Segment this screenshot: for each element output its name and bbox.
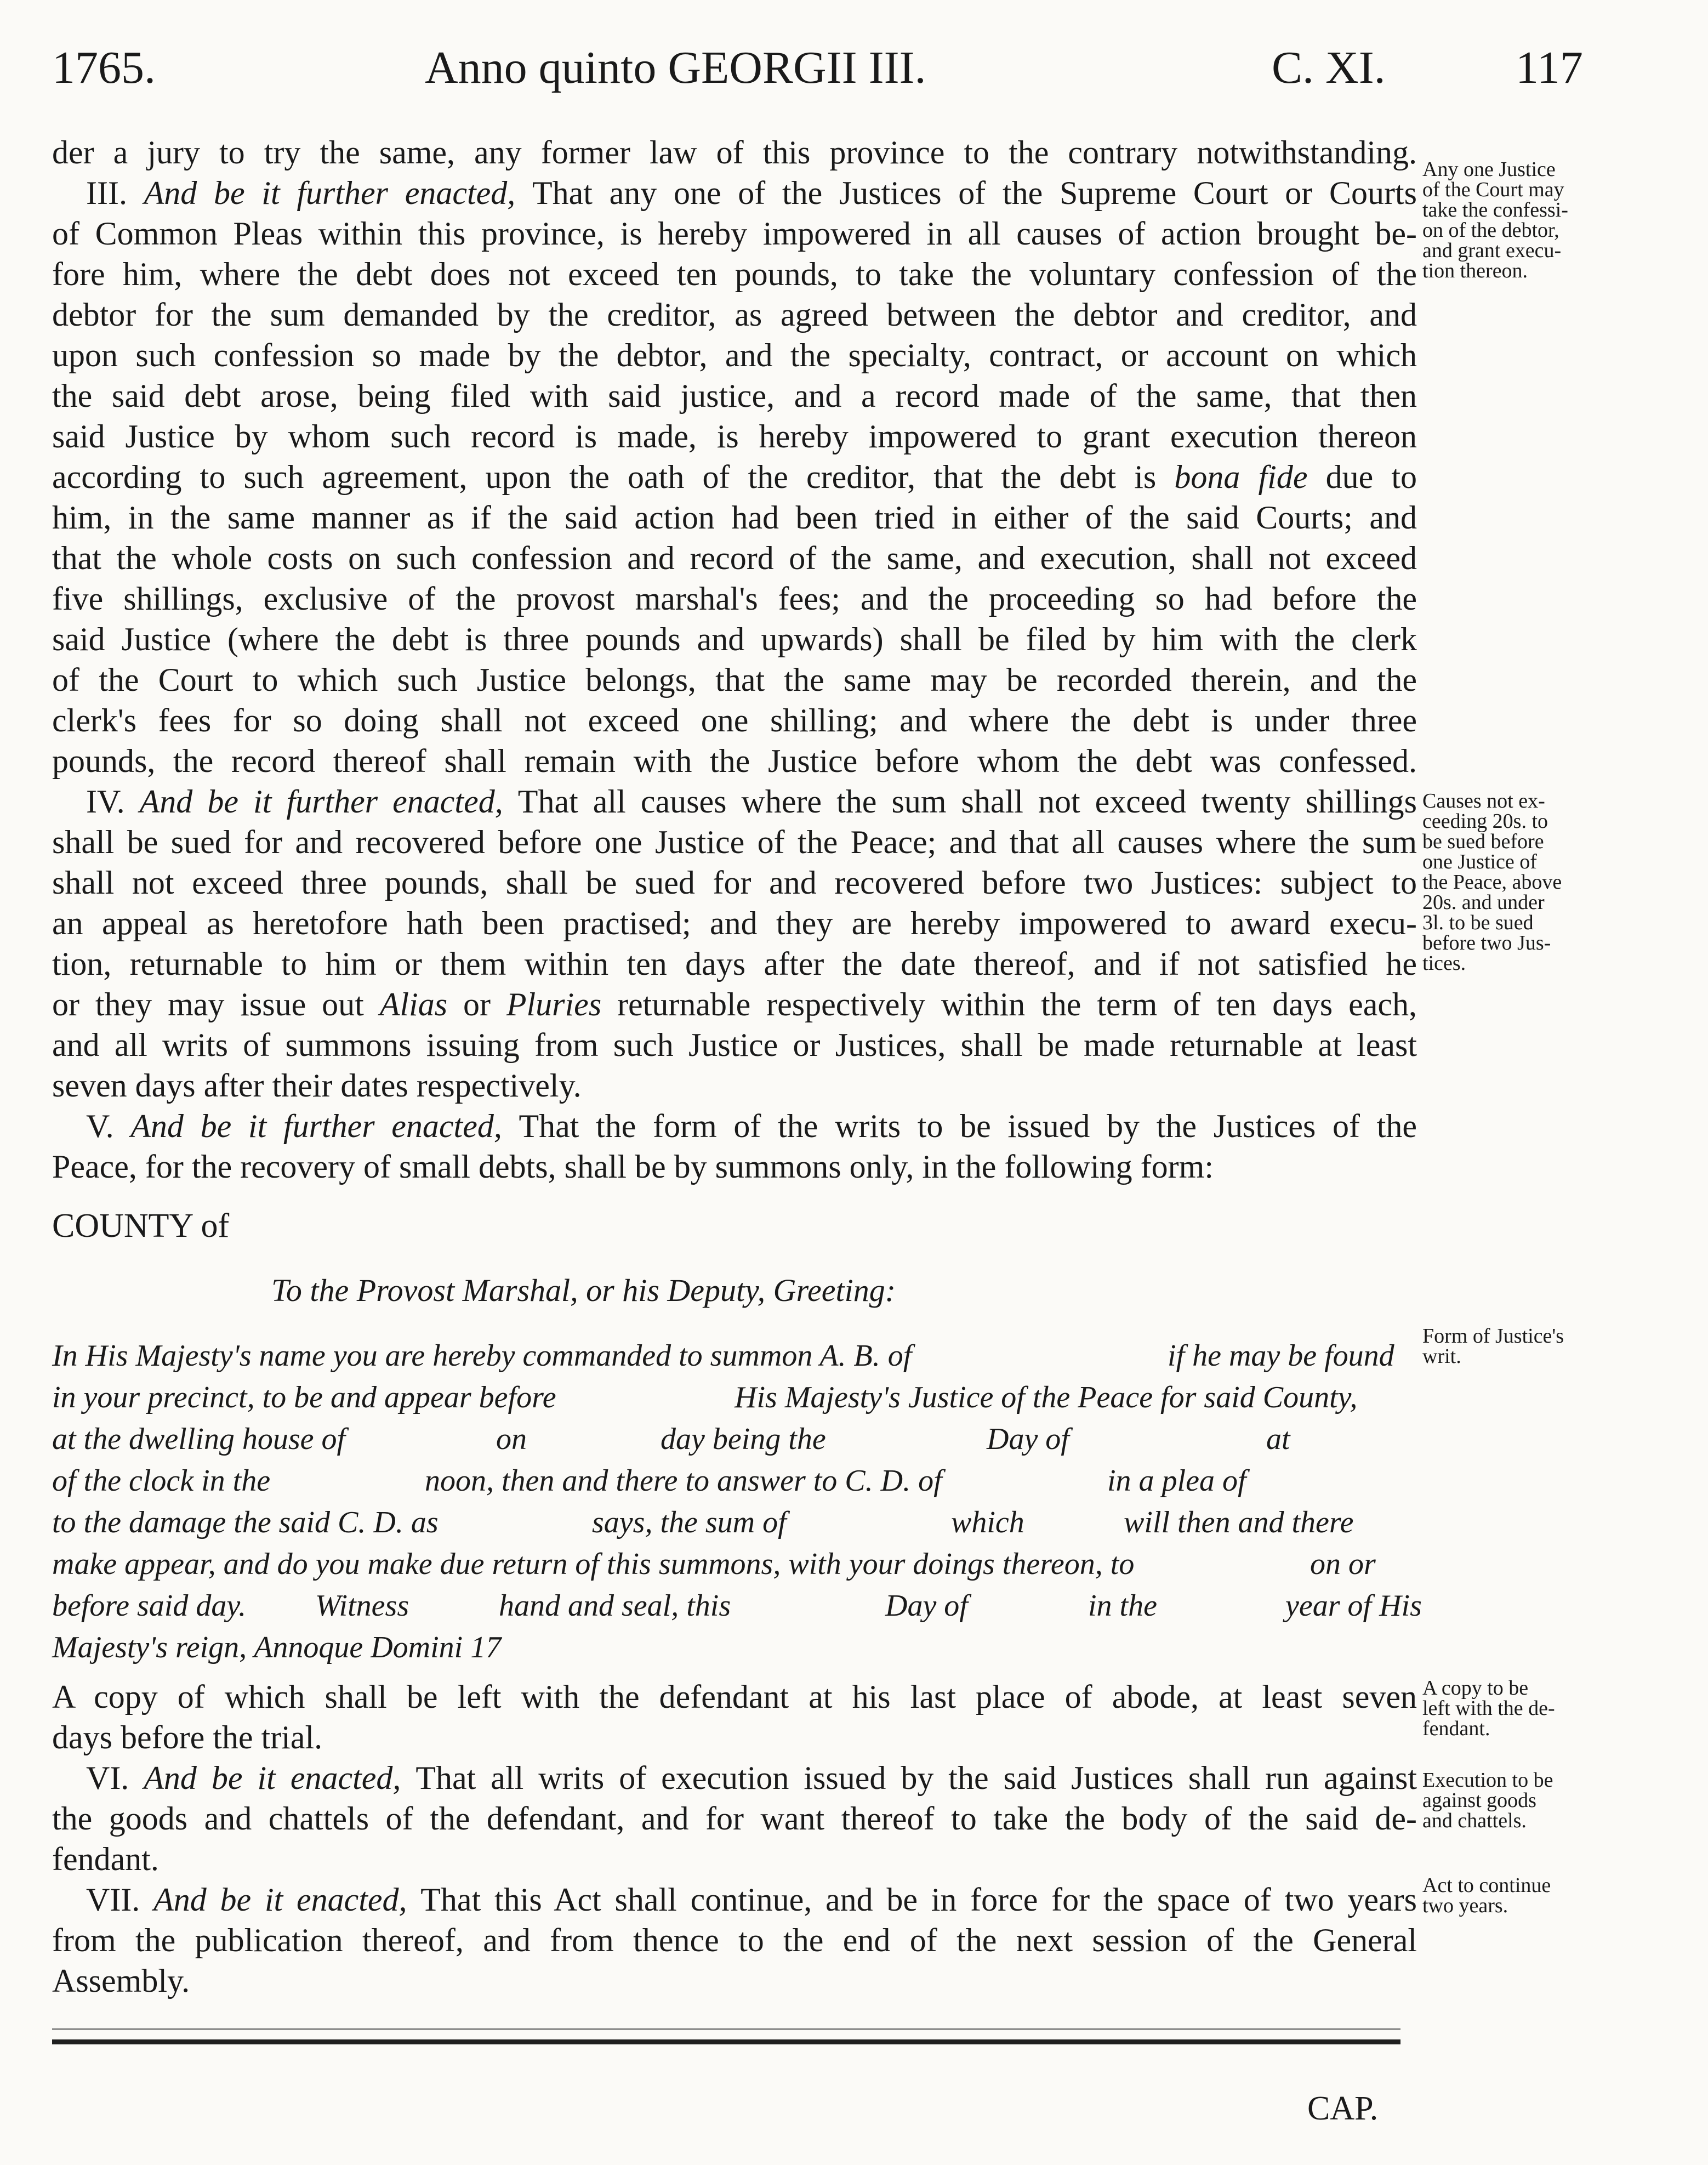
margin-note-line: be sued before <box>1422 830 1544 853</box>
form-text: year of His <box>1285 1589 1422 1623</box>
margin-note-execution <box>1422 1770 1620 1831</box>
header-title: Anno quinto GEORGII III. <box>425 42 926 93</box>
margin-note-act-duration <box>1422 1875 1620 1916</box>
margin-note-line: left with the de- <box>1422 1697 1555 1720</box>
text-line: upon such confession so made by the debtor, and the specialty, contract, or account on which <box>52 337 1417 373</box>
margin-note-line: Any one Justice <box>1422 158 1556 181</box>
margin-note-line: A copy to be <box>1422 1677 1529 1700</box>
text-line: of Common Pleas within this province, is hereby impowered in all causes of action brought be- <box>52 215 1417 252</box>
margin-note-line: ceeding 20s. to <box>1422 810 1548 833</box>
form-text: in the <box>1088 1589 1157 1623</box>
margin-note-line: take the confessi- <box>1422 198 1568 221</box>
form-text: of the clock in the <box>52 1464 271 1498</box>
text-line: said Justice (where the debt is three pounds and upwards) shall be filed by him with the clerk <box>52 621 1417 657</box>
margin-note-line: one Justice of <box>1422 850 1537 873</box>
text-line: of the Court to which such Justice belongs, that the same may be recorded therein, and the <box>52 662 1417 698</box>
form-line <box>52 1549 1417 1590</box>
form-text: His Majesty's Justice of the Peace for said County, <box>735 1380 1358 1414</box>
form-text: In His Majesty's name you are hereby commanded to summon A. B. of <box>52 1339 912 1373</box>
margin-note-form-of-writ <box>1422 1326 1620 1366</box>
text-line: or they may issue out Alias or Pluries returnable respectively within the term of ten days each, <box>52 986 1417 1022</box>
form-text: says, the sum of <box>592 1505 787 1539</box>
form-text: Witness <box>315 1589 409 1623</box>
margin-note-copy-left <box>1422 1678 1620 1738</box>
text-line: pounds, the record thereof shall remain with the Justice before whom the debt was confessed. <box>52 743 1417 779</box>
form-text: at <box>1266 1422 1290 1456</box>
text-line: the said debt arose, being filed with said justice, and a record made of the same, that then <box>52 378 1417 414</box>
text-line: fore him, where the debt does not exceed ten pounds, to take the voluntary confession of the <box>52 256 1417 292</box>
text-line: clerk's fees for so doing shall not exceed one shilling; and where the debt is under three <box>52 702 1417 738</box>
text-line: Peace, for the recovery of small debts, shall be by summons only, in the following form: <box>52 1149 1214 1185</box>
text-line: said Justice by whom such record is made, is hereby impowered to grant execution thereon <box>52 418 1417 454</box>
form-greeting: To the Provost Marshal, or his Deputy, Greeting: <box>271 1272 896 1308</box>
form-text: will then and there <box>1124 1505 1354 1539</box>
text-line: VI. And be it enacted, That all writs of execution issued by the said Justices shall run against <box>86 1760 1417 1796</box>
form-text: make appear, and do you make due return of this summons, with your doings thereon, to <box>52 1547 1135 1581</box>
text-line: III. And be it further enacted, That any one of the Justices of the Supreme Court or Courts <box>86 175 1417 211</box>
margin-note-line: writ. <box>1422 1345 1461 1368</box>
form-text: before said day. <box>52 1589 247 1623</box>
form-text: hand and seal, this <box>499 1589 731 1623</box>
form-text: which <box>951 1505 1024 1539</box>
margin-note-line: and grant execu- <box>1422 239 1562 262</box>
margin-note-line: fendant. <box>1422 1717 1490 1740</box>
form-line <box>52 1507 1417 1549</box>
margin-note-line: tices. <box>1422 952 1466 975</box>
form-text: to the damage the said C. D. as <box>52 1505 439 1539</box>
footer-rule <box>52 2039 1400 2044</box>
form-text: noon, then and there to answer to C. D. of <box>425 1464 942 1498</box>
form-text: Majesty's reign, Annoque Domini 17 <box>52 1630 502 1664</box>
margin-note-line: Form of Justice's <box>1422 1325 1564 1348</box>
after-form-text <box>52 1680 1417 2005</box>
margin-note-line: Causes not ex- <box>1422 789 1545 812</box>
text-line: VII. And be it enacted, That this Act shall continue, and be in force for the space of two years <box>86 1882 1417 1918</box>
text-line: that the whole costs on such confession and record of the same, and execution, shall not exceed <box>52 540 1417 576</box>
margin-note-line: against goods <box>1422 1789 1536 1812</box>
text-line: debtor for the sum demanded by the creditor, as agreed between the debtor and creditor, and <box>52 297 1417 333</box>
margin-note-line: Execution to be <box>1422 1769 1553 1792</box>
form-text: in your precinct, to be and appear before <box>52 1380 556 1414</box>
form-text: if he may be found <box>1168 1339 1394 1373</box>
header-year: 1765. <box>52 42 156 93</box>
form-line <box>52 1589 1422 1632</box>
form-text: day being the <box>661 1422 826 1456</box>
running-header <box>52 38 1609 99</box>
form-text: Day of <box>885 1589 968 1623</box>
text-line: seven days after their dates respectively. <box>52 1067 582 1104</box>
margin-note-line: the Peace, above <box>1422 871 1562 894</box>
county-heading: COUNTY of <box>52 1207 230 1245</box>
text-line: according to such agreement, upon the oath of the creditor, that the debt is bona fide due to <box>52 459 1417 495</box>
text-line: A copy of which shall be left with the defendant at his last place of abode, at least seven <box>52 1679 1417 1715</box>
form-text: on or <box>1310 1547 1376 1581</box>
header-chapter: C. XI. <box>1272 42 1386 93</box>
text-line: the goods and chattels of the defendant, and for want thereof to take the body of the said de- <box>52 1800 1417 1837</box>
text-line: tion, returnable to him or them within ten days after the date thereof, and if not satisfied he <box>52 946 1417 982</box>
text-line: Assembly. <box>52 1963 190 1999</box>
form-text: on <box>496 1422 527 1456</box>
text-line: shall not exceed three pounds, shall be sued for and recovered before two Justices: subject to <box>52 865 1417 901</box>
margin-note-justice-confession <box>1422 159 1620 281</box>
text-line: V. And be it further enacted, That the form of the writs to be issued by the Justices of the <box>86 1108 1417 1144</box>
margin-note-line: and chattels. <box>1422 1809 1527 1832</box>
margin-note-line: two years. <box>1422 1894 1508 1917</box>
margin-note-line: before two Jus- <box>1422 931 1551 954</box>
margin-note-line: 3l. to be sued <box>1422 911 1534 934</box>
form-line <box>52 1632 1417 1674</box>
text-line: him, in the same manner as if the said action had been tried in either of the said Courts; and <box>52 499 1417 536</box>
summons-form <box>52 1339 1422 1674</box>
form-line <box>52 1382 1417 1424</box>
text-line: five shillings, exclusive of the provost marshal's fees; and the proceeding so had before the <box>52 581 1417 617</box>
form-line <box>52 1340 1417 1382</box>
margin-note-causes-jurisdiction <box>1422 791 1620 973</box>
text-line: der a jury to try the same, any former law of this province to the contrary notwithstanding. <box>52 134 1417 171</box>
text-line: shall be sued for and recovered before one Justice of the Peace; and that all causes where the sum <box>52 824 1417 860</box>
text-line: and all writs of summons issuing from such Justice or Justices, shall be made returnable at least <box>52 1027 1417 1063</box>
margin-note-line: of the Court may <box>1422 178 1564 201</box>
form-text: at the dwelling house of <box>52 1422 346 1456</box>
main-body-text <box>52 136 1417 1191</box>
form-text: Day of <box>987 1422 1069 1456</box>
margin-note-line: Act to continue <box>1422 1874 1551 1897</box>
form-line <box>52 1424 1417 1465</box>
catchword: CAP. <box>1307 2090 1379 2127</box>
margin-note-line: 20s. and under <box>1422 891 1545 914</box>
text-line: days before the trial. <box>52 1719 323 1755</box>
form-line <box>52 1465 1417 1507</box>
footer-rule-thin <box>52 2028 1400 2030</box>
text-line: an appeal as heretofore hath been practised; and they are hereby impowered to award execu- <box>52 905 1417 941</box>
page-number: 117 <box>1516 42 1583 93</box>
form-text: in a plea of <box>1107 1464 1246 1498</box>
text-line: fendant. <box>52 1841 159 1877</box>
text-line: from the publication thereof, and from thence to the end of the next session of the General <box>52 1922 1417 1958</box>
text-line: IV. And be it further enacted, That all causes where the sum shall not exceed twenty shillings <box>86 783 1417 820</box>
margin-note-line: on of the debtor, <box>1422 219 1559 242</box>
margin-note-line: tion thereon. <box>1422 259 1528 282</box>
